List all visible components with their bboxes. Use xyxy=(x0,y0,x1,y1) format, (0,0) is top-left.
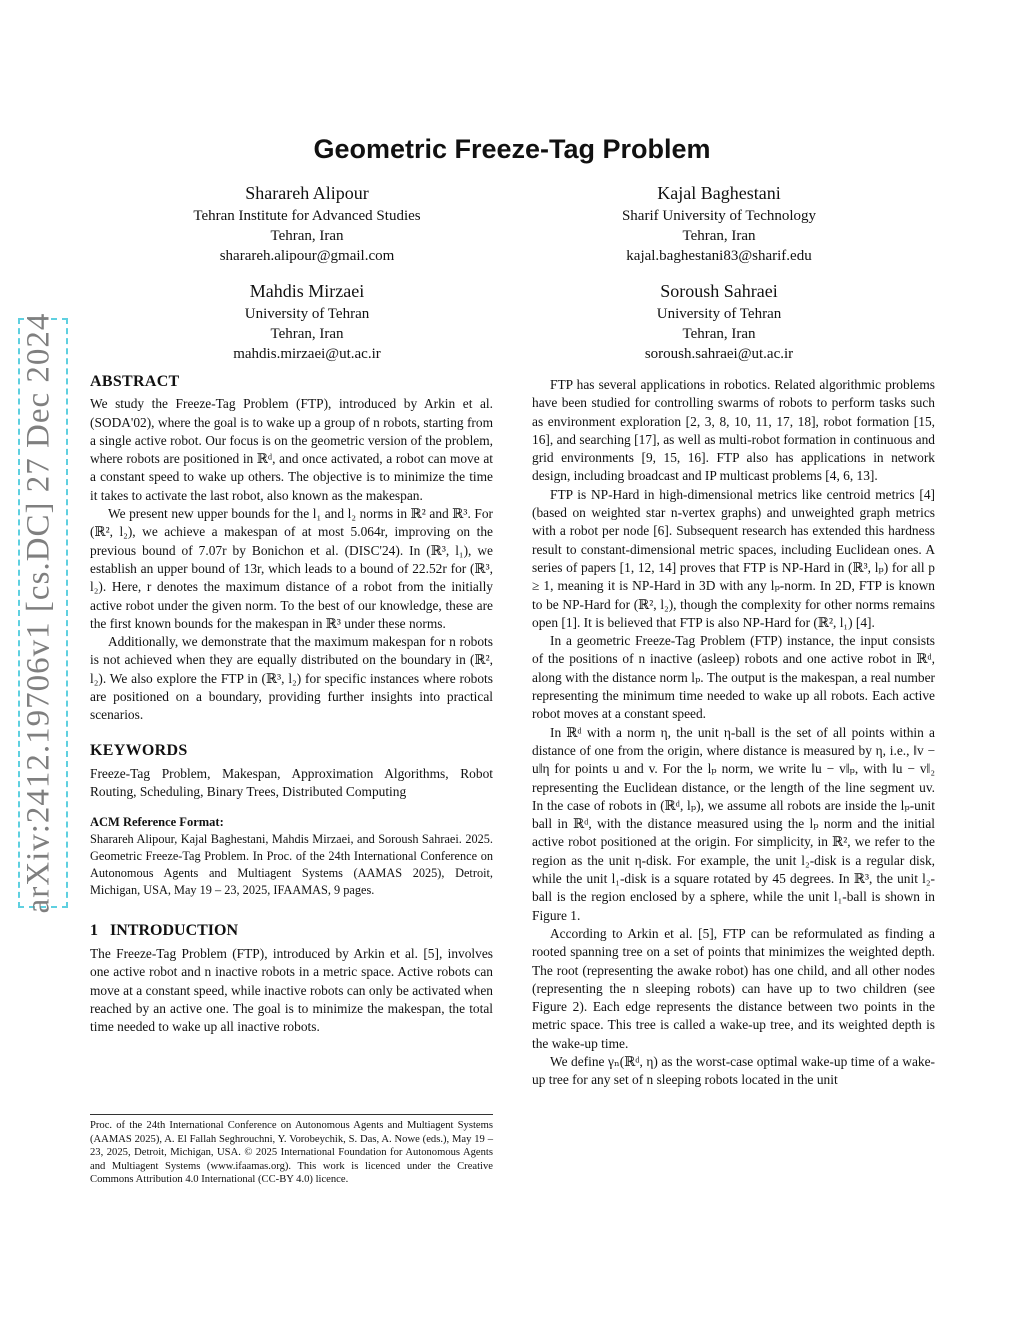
author-block-2 xyxy=(569,182,869,266)
author-email[interactable]: soroush.sahraei@ut.ac.ir xyxy=(644,346,794,362)
body-paragraph: FTP has several applications in robotics. Related algorithmic problems have been studied for controlling swarms of robots to perform tasks such as environment exploration [2, 3, 8, 10, 11, 17, 18], robot formation [15, 16], and searching [17], as well as multi-robot formation in continuous and grid environments [9, 15, 16]. FTP also has applications in network design, including broadcast and IP multicast problems [4, 6, 13]. xyxy=(532,377,935,484)
author-name: Sharareh Alipour xyxy=(245,183,369,203)
paper-title: Geometric Freeze-Tag Problem xyxy=(313,134,711,164)
author-name: Mahdis Mirzaei xyxy=(249,281,365,301)
author-affiliation: Tehran Institute for Advanced Studies xyxy=(193,208,421,224)
footnote-divider xyxy=(90,1114,493,1115)
keywords-text: Freeze-Tag Problem, Makespan, Approximation Algorithms, Robot Routing, Scheduling, Binary Trees, Distributed Computing xyxy=(90,765,493,800)
abstract-paragraph: Additionally, we demonstrate that the maximum makespan for n robots is not achieved when they are equally distributed on the boundary in (ℝ², l₂). We also explore the FTP in (ℝ³, l₂) for specific instances where robots are positioned on a boundary, providing further insights into practical scenarios. xyxy=(90,634,493,723)
author-location: Tehran, Iran xyxy=(270,326,344,342)
author-email[interactable]: kajal.baghestani83@sharif.edu xyxy=(626,248,812,264)
body-paragraph: FTP is NP-Hard in high-dimensional metrics like centroid metrics [4] (based on weighted star n-vertex graphs) and unweighted graph metrics with a robot per node [6]. Subsequent research has extended this hardness result to constant-dimensional metric spaces, including Euclidean ones. A series of papers [1, 12, 14] proves that FTP is NP-Hard in (ℝ³, lₚ) for all p ≥ 1, meaning it is NP-Hard in 3D with any lₚ-norm. In 2D, FTP is known to be NP-Hard for (ℝ², l₂), though the complexity for other norms remains open [1]. It is believed that FTP is also NP-Hard for (ℝ², l₁) [4]. xyxy=(532,486,935,630)
author-name: Kajal Baghestani xyxy=(657,183,781,203)
body-paragraph: In a geometric Freeze-Tag Problem (FTP) instance, the input consists of the positions of n inactive (asleep) robots and one active robot in ℝᵈ, along with the distance norm lₚ. The output is the makespan, a real number representing the minimum time needed to wake up all robots. Each active robot moves at a constant speed. xyxy=(532,633,935,722)
acm-reference-heading: ACM Reference Format: xyxy=(90,814,224,829)
abstract-paragraph: We study the Freeze-Tag Problem (FTP), introduced by Arkin et al. (SODA'02), where the goal is to wake up a group of n robots, starting from a single active robot. Our focus is on the geometric version of the problem, where robots are positioned in ℝᵈ, and once activated, a robot can move at a constant speed to wake up others. The objective is to minimize the time it takes to activate the last robot, also known as the makespan. xyxy=(90,396,493,503)
body-paragraph: In ℝᵈ with a norm η, the unit η-ball is the set of all points within a distance of one from the origin, where distance is measured by η, i.e., ‖v − u‖η for points u and v. For the lₚ norm, we write ‖u − v‖ₚ, with ‖u − v‖₂ representing the Euclidean distance, or the length of the line segment uv. In the case of robots in (ℝᵈ, lₚ), we assume all robots are inside the lₚ-unit ball in ℝᵈ, with the distance measured using the lₚ norm and the initial active robot positioned at the origin. For simplicity, in ℝ², we refer to the region as the unit η-disk. For example, the unit l₂-disk is a regular disk, while the unit l₁-disk is a square rotated by 45 degrees. In ℝ³, the unit l₂-ball is the region enclosed by a sphere, while the unit l₁-ball is shown in Figure 1. xyxy=(532,724,935,923)
acm-reference-text: Sharareh Alipour, Kajal Baghestani, Mahdis Mirzaei, and Soroush Sahraei. 2025. Geometric Freeze-Tag Problem. In Proc. of the 24th International Conference on Autonomous Agents and Multiagent Systems (AAMAS 2025), Detroit, Michigan, USA, May 19 – 23, 2025, IFAAMAS, 9 pages. xyxy=(90,831,493,897)
author-affiliation: Sharif University of Technology xyxy=(621,208,817,224)
arxiv-identifier[interactable]: arXiv:2412.19706v1 [cs.DC] 27 Dec 2024 xyxy=(20,312,57,914)
abstract-paragraph: We present new upper bounds for the l₁ and l₂ norms in ℝ² and ℝ³. For (ℝ², l₂), we achieve a makespan of at most 5.064r, improving on the previous bound of 7.07r by Bonichon et al. (DISC'24). In (ℝ³, l₁), we establish an upper bound of 13r, which leads to a bound of 22.52r for (ℝ³, l₂). Here, r denotes the maximum distance of a robot from the initially active robot under the given norm. To the best of our knowledge, these are the first known bounds for the makespan in ℝ³ under these norms. xyxy=(90,506,493,631)
copyright-footnote: Proc. of the 24th International Conference on Autonomous Agents and Multiagent Systems (AAMAS 2025), A. El Fallah Seghrouchni, Y. Vorobeychik, S. Das, A. Nowe (eds.), May 19 – 23, 2025, Detroit, Michigan, USA. © 2025 International Foundation for Autonomous Agents and Multiagent Systems (www.ifaamas.org). This work is licenced under the Creative Commons Attribution 4.0 International (CC-BY 4.0) licence. xyxy=(90,1120,493,1186)
introduction-heading: 1 INTRODUCTION xyxy=(90,921,239,939)
right-column xyxy=(532,376,935,1090)
author-email[interactable]: sharareh.alipour@gmail.com xyxy=(219,248,395,264)
left-column xyxy=(90,373,493,1037)
author-block-4 xyxy=(569,280,869,364)
introduction-paragraph: The Freeze-Tag Problem (FTP), introduced by Arkin et al. [5], involves one active robot and n inactive robots in a metric space. Active robots can move at a constant speed, while inactive robots can only be activated when reached by an active one. The goal is to minimize the makespan, the total time needed to wake up all inactive robots. xyxy=(90,946,493,1035)
body-paragraph: According to Arkin et al. [5], FTP can be reformulated as finding a rooted spanning tree on a set of points that minimizes the weighted depth. The root (representing the awake robot) has one child, and all other nodes (representing the n sleeping robots) can have up to two children (see Figure 2). Each edge represents the distance between two points in the metric space. This tree is called a wake-up tree, and its weighted depth is the wake-up time. xyxy=(532,925,935,1051)
author-block-3 xyxy=(157,280,457,364)
author-email[interactable]: mahdis.mirzaei@ut.ac.ir xyxy=(233,346,381,362)
author-affiliation: University of Tehran xyxy=(656,306,782,322)
author-location: Tehran, Iran xyxy=(682,228,756,244)
author-name: Soroush Sahraei xyxy=(660,281,778,301)
author-location: Tehran, Iran xyxy=(270,228,344,244)
author-location: Tehran, Iran xyxy=(682,326,756,342)
keywords-heading: KEYWORDS xyxy=(90,741,188,759)
author-block-1 xyxy=(157,182,457,266)
author-affiliation: University of Tehran xyxy=(244,306,370,322)
abstract-heading: ABSTRACT xyxy=(90,373,180,390)
body-paragraph: We define γₙ(ℝᵈ, η) as the worst-case optimal wake-up time of a wake-up tree for any set of n sleeping robots located in the unit xyxy=(532,1053,935,1088)
